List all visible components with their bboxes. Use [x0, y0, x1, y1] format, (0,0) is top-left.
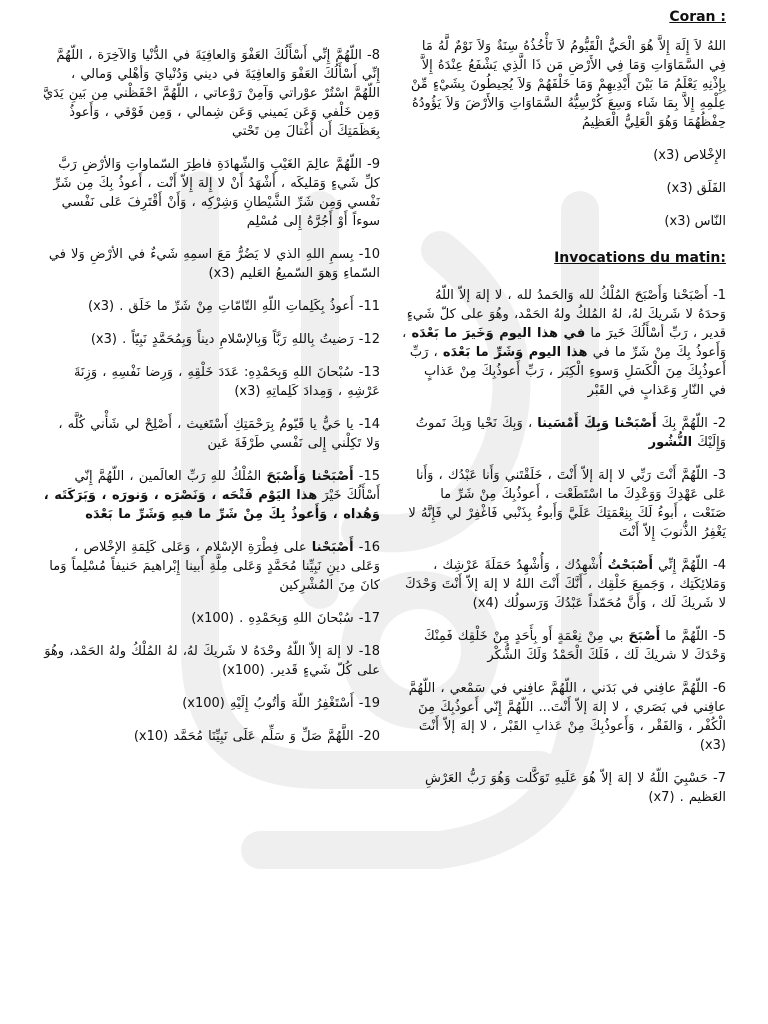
invocation-17: 17- سُبْحانَ اللهِ وَبِحَمْدِهِ . (x100) — [191, 611, 380, 626]
invocation-14: 14- يا حَيُّ يا قَيّومُ بِرَحْمَتِكِ أَسْتَغيث ، أَصْلِحْ لي شَأْني كُلَّه ، وَلا تَكِلْني إِلى نَفْسي طَرْفَةَ عَين — [58, 417, 380, 451]
invocation-2-text-a: 2- اللّهُمَّ بِكَ — [656, 416, 726, 431]
surah-nas: النّاس (x3) — [664, 214, 726, 229]
invocation-18: 18- لا إلهَ إلاّ اللّهُ وحْدَهُ لا شَريكَ لهُ، لهُ المُلْكُ ولهُ الحَمْد، وهُوَ على كُلّ شَيءٍ قَدير. (x100) — [44, 644, 380, 678]
invocation-16-text-a: 16- — [353, 540, 380, 555]
invocation-20: 20- اللَّهُمَّ صَلِّ وَ سَلِّم عَلَى نَبِيِّنَا مُحَمَّد (x10) — [133, 729, 380, 744]
coran-heading: Coran : — [669, 9, 726, 25]
invocation-11: 11- أَعوذُ بِكَلِماتِ اللّهِ التّامّاتِ مِنْ شَرِّ ما خَلَق . (x3) — [88, 299, 380, 314]
surah-ikhlas: الإِخْلاص (x3) — [653, 148, 726, 163]
invocations-heading: Invocations du matin: — [554, 250, 726, 266]
invocation-4-text-b: أُشْهِدُك ، وَأُشْهِدُ حَمَلَةَ عَرْشِك ، وَمَلائِكَتِك ، وَجَميعَ خَلْقِك ، أَنَّكَ أَنْتَ اللهُ لا إلهَ إلاّ أَنْتَ وَحْدَكَ لا شَريكَ لَك ، وَأَنَّ مُحَمّداً عَبْدُكَ وَرَسولُك (x4) — [404, 558, 726, 611]
invocation-15-bold-a: أَصْبَحْنا وَأَصْبَحَ — [266, 469, 354, 484]
invocation-1-text-a: 1- أَصْبَحْنا وَأَصْبَحَ المُلْكُ لله وَالحَمدُ لله ، لا إلهَ إلاّ اللّهُ وَحدَهُ لا شَريكَ لهُ، لهُ المُلكُ ولهُ الحَمْد، وهُوَ على كلّ شَيءٍ قدير ، رَبِّ أسْأَلُكَ خَيرَ ما — [406, 288, 726, 341]
invocation-1-text-b: ، وَأَعوذُ بِكَ مِنْ شَرِّ ما في — [402, 326, 726, 360]
right-column — [402, 8, 726, 821]
invocation-2-bold-a: أَصْبَحْنا وَبِكَ أَمْسَينا — [537, 416, 657, 431]
invocation-3: 3- اللّهُمَّ أَنْتَ رَبِّي لا إلهَ إلاّ أَنْتَ ، خَلَقْتَني وَأَنا عَبْدُك ، وَأَنا عَلى عَهْدِكَ وَوَعْدِكَ ما اسْتَطَعْت ، أَعوذُبِكَ مِنْ شَرِّ ما صَنَعْت ، أَبوءُ لَكَ بِنِعْمَتِكَ عَلَيَّ وَأَبوءُ بِذَنْبي فَاغْفِرْ لي فَإِنَّهُ لا يَغْفِرُ الذُّنوبَ إِلاّ أَنْتَ — [408, 468, 726, 540]
invocation-4-text-a: 4- اللّهُمَّ إِنِّي — [653, 558, 726, 573]
invocation-5-bold-a: أَصْبَحَ — [628, 629, 661, 644]
invocation-8: 8- اللّهُمَّ إِنِّي أَسْأَلُكَ العَفْوَ وَالعافِيَةَ في الدُّنْيا وَالآخِرَة ، اللّهُمَّ إِنِّي أَسْأَلُكَ العَفْوَ وَالعافِيَةَ في ديني وَدُنْيايَ وَأهْلي وَمالي ، اللّهُمَّ اسْتُرْ عوْراتي وَآمِنْ رَوْعاتي ، اللّهُمَّ احْفَظْني مِن بَينِ يَدَيَّ وَمِن خَلْفي وَعَن يَميني وَعَن شِمالي ، وَمِن فَوْقي ، وَأَعوذُ بِعَظَمَتِكَ أَن أُغْتالَ مِن تَحْتي — [42, 48, 380, 139]
invocation-7: 7- حَسْبِيَ اللّهُ لا إلهَ إلاّ هُوَ عَلَيهِ تَوَكَّلت وَهُوَ رَبُّ العَرْشِ العَظيم . (x7) — [424, 771, 726, 805]
invocation-1 — [402, 286, 726, 400]
invocation-1-text-c: ، رَبِّ أَعوذُبِكَ مِنَ الْكَسَلِ وَسوءِ الْكِبَر ، رَبِّ أَعوذُبِكَ مِنْ عَذابٍ في النّارِ وَعَذابٍ في القَبْر — [409, 345, 726, 398]
invocation-5-text-a: 5- اللّهُمَّ ما — [660, 629, 726, 644]
invocation-5-text-b: بي مِنْ نِعْمَةٍ أَو بِأَحَدٍ مِنْ خَلْقِك فَمِنْكَ وَحْدَكَ لا شريكَ لَك ، فَلَكَ الْحَمْدُ وَلَكَ الشُّكْر — [424, 629, 726, 663]
invocation-12: 12- رَضيتُ بِاللهِ رَبَّاً وَبِالإسْلامِ ديناً وَبِمُحَمَّدٍ نَبِيّاً . (x3) — [90, 332, 380, 347]
invocation-15 — [40, 467, 380, 524]
invocation-6: 6- اللّهُمَّ عافِني في بَدَني ، اللّهُمَّ عافِني في سَمْعي ، اللّهُمَّ عافِني في بَصَري ، لا إلهَ إلاّ أَنْتَ... اللّهُمَّ إِنّي أَعوذُبِكَ مِنَ الْكُفْر ، وَالفَقْر ، وَأَعوذُبِكَ مِنْ عَذابِ القَبْر ، لا إلهَ إلاّ أَنْتَ (x3) — [408, 681, 726, 753]
invocation-16-text-b: على فِطْرَةِ الإسْلام ، وَعَلى كَلِمَةِ الإخْلاص ، وَعَلى دينِ نَبِيِّنا مُحَمَّدٍ وَعَلى مِلَّةِ أَبينا إِبْراهيمَ حَنيفاً مُسْلِماً وَما كانَ مِنَ المُشْرِكين — [49, 540, 380, 593]
invocation-16-bold-a: أَصْبَحْنا — [311, 540, 354, 555]
invocation-2 — [402, 414, 726, 452]
invocation-4 — [402, 556, 726, 613]
invocation-1-bold-a: في هذا اليوم وَخَيرَ ما بَعْدَه — [411, 326, 586, 341]
invocation-19: 19- أَسْتَغْفِرُ اللّهَ وَأتُوبُ إِلَيْهِ (x100) — [182, 696, 380, 711]
invocation-13: 13- سُبْحانَ اللهِ وَبِحَمْدِهِ: عَدَدَ خَلْقِهِ ، وَرِضا نَفْسِهِ ، وَزِنَةَ عَرْشِهِ ، وَمِدادَ كَلِماتِهِ (x3) — [73, 365, 380, 399]
invocation-16 — [40, 538, 380, 595]
invocation-15-text-a: 15- — [353, 469, 380, 484]
invocation-15-text-b: المُلْكُ للهِ رَبِّ العالَمين ، اللّهُمَّ إِنّي أَسْأَلُكَ خَيْرَ — [74, 469, 380, 503]
invocation-2-bold-b: النُّشُور — [648, 435, 693, 450]
left-column — [40, 46, 380, 760]
invocation-15-bold-b: هذا اليَوْم فَتْحَه ، وَنَصْرَه ، وَنورَه ، وَبَرَكَتَه ، وَهُداه ، وَأَعوذُ بِكَ مِنْ شَرِّ ما فيهِ وَشَرِّ ما بَعْدَه — [43, 488, 380, 522]
invocation-4-bold-a: أَصْبَحْتُ — [607, 558, 654, 573]
invocation-2-text-b: ، وَبِكَ نَحْيا وَبِكَ نَموتُ وَإِلَيْكَ — [415, 416, 726, 450]
invocation-5 — [402, 627, 726, 665]
invocation-10: 10- بِسمِ اللهِ الذي لا يَضُرُّ مَعَ اسمِهِ شَيءٌ في الأرْضِ وَلا في السّماءِ وَهوَ السّميعُ العَليم (x3) — [48, 247, 380, 281]
invocation-9: 9- اللّهُمَّ عالِمَ الغَيْبِ وَالشّهادَةِ فاطِرَ السّماواتِ وَالأرْضِ رَبَّ كلِّ شَيءٍ وَمَليكَه ، أَشْهَدُ أَنْ لا إِلهَ إِلاّ أَنْت ، أَعوذُ بِكَ مِن شَرِّ نَفْسي وَمِن شَرِّ الشَّيْطانِ وَشِرْكِه ، وَأَنْ أَقْتَرِفَ عَلى نَفْسي سوءاً أَوْ أَجُرَّهُ إِلى مُسْلِم — [53, 157, 380, 229]
invocation-1-bold-b: هذا اليوم وَشَرِّ ما بَعْدَه — [442, 345, 588, 360]
surah-falaq: الفَلَق (x3) — [666, 181, 726, 196]
ayat-al-kursi: اللهُ لاَ إِلَهَ إِلاَّ هُوَ الْحَيُّ الْقَيُّومُ لاَ تَأْخُذُهُ سِنَةٌ وَلاَ نَوْمٌ لَّهُ مَا فِي السَّمَاوَاتِ وَمَا فِي الأَرْضِ مَن ذَا الَّذِي يَشْفَعُ عِنْدَهُ إِلاَّ بِإِذْنِهِ يَعْلَمُ مَا بَيْنَ أَيْدِيهِمْ وَمَا خَلْفَهُمْ وَلاَ يُحِيطُونَ بِشَيْءٍ مِّنْ عِلْمِهِ إِلاَّ بِمَا شَاء وَسِعَ كُرْسِيُّهُ السَّمَاوَاتِ وَالأَرْضَ وَلاَ يَؤُودُهُ حِفْظُهُمَا وَهُوَ الْعَلِيُّ الْعَظِيمُ — [410, 39, 726, 130]
